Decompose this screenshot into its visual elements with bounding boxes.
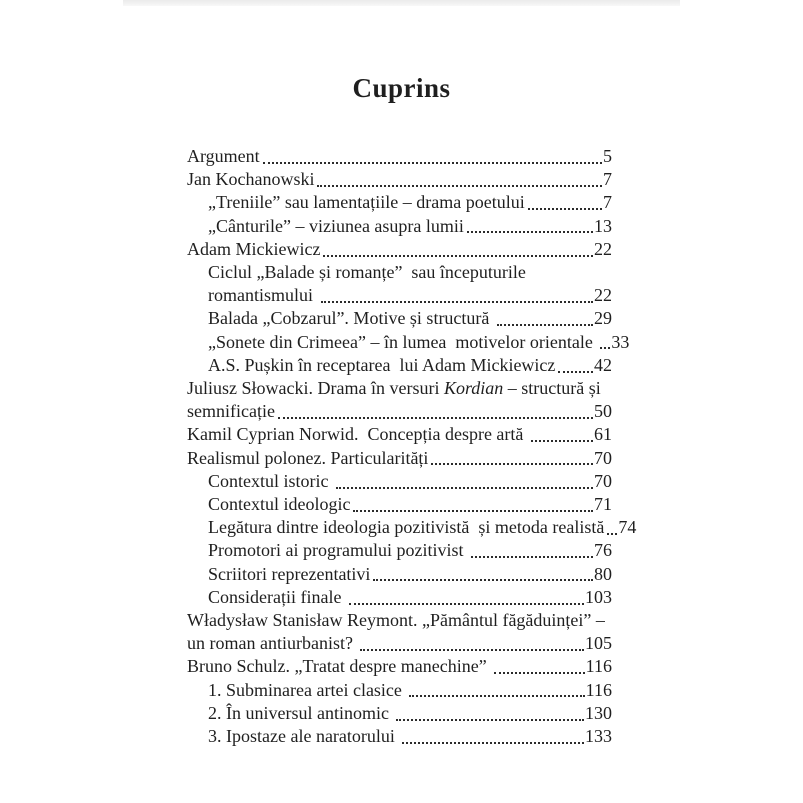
toc-dot-leader (531, 440, 593, 442)
toc-page-number: 133 (585, 726, 612, 747)
document-page (123, 6, 680, 803)
toc-entry-row (208, 493, 612, 516)
toc-dot-leader (607, 533, 617, 535)
toc-entry-row (187, 655, 612, 678)
toc-entry (187, 586, 612, 609)
toc-dot-leader (467, 231, 593, 233)
toc-entry (187, 470, 612, 493)
toc-dot-leader (373, 579, 593, 581)
toc-page-number: 29 (594, 308, 612, 329)
toc-dot-leader (321, 301, 594, 303)
toc-dot-leader (323, 255, 593, 257)
toc-entry (187, 191, 612, 214)
toc-entry-row (187, 238, 612, 261)
toc-page-number: 13 (594, 215, 612, 236)
toc-dot-leader (494, 672, 584, 674)
toc-entry-text: Argument (187, 146, 260, 166)
toc-entry (187, 563, 612, 586)
toc-dot-leader (349, 603, 584, 605)
toc-entry-text: Bruno Schulz. „Tratat despre manechine” (187, 656, 492, 677)
toc-dot-leader (600, 347, 610, 349)
toc-entry-text: „Treniile” sau lamentațiile – drama poetului (208, 192, 525, 213)
toc-entry-text: semnificație (187, 401, 275, 422)
toc-dot-leader (409, 695, 584, 697)
toc-entry-text: Considerații finale (208, 586, 346, 607)
toc-entry (187, 423, 612, 446)
toc-page-number: 116 (585, 679, 612, 700)
toc-entry (187, 215, 612, 238)
toc-entry (187, 331, 630, 354)
toc-entry-text: romantismului (208, 285, 318, 306)
toc-entry (187, 354, 612, 377)
toc-entry-row (208, 354, 612, 377)
toc-entry-row (187, 632, 612, 655)
toc-entry-text: Scriitori reprezentativi (208, 563, 371, 584)
toc-page-number: 116 (585, 656, 612, 677)
toc-page-number: 61 (594, 424, 612, 445)
toc-entry-text: A.S. Pușkin în receptarea lui Adam Mickiewicz (208, 354, 556, 375)
toc-entry (187, 145, 612, 168)
toc-dot-leader (278, 417, 593, 419)
toc-entry-row (208, 191, 612, 214)
toc-entry-text: Jan Kochanowski (187, 169, 315, 190)
toc-page-number: 5 (603, 146, 612, 166)
toc-entry (187, 238, 612, 261)
toc-page-number: 7 (603, 192, 612, 213)
toc-entry-row (208, 725, 612, 748)
toc-entry-text: Juliusz Słowacki. Drama în versuri Kordian – structură și (187, 378, 601, 399)
toc-dot-leader (360, 649, 584, 651)
toc-dot-leader (317, 185, 602, 187)
toc-page-number: 7 (603, 169, 612, 190)
toc-page-number: 71 (594, 494, 612, 515)
toc-entry-row (208, 215, 612, 238)
toc-entry (187, 516, 637, 539)
toc-entry-text: „Sonete din Crimeea” – în lumea motivelor orientale (208, 331, 598, 352)
toc-entry (187, 702, 612, 725)
toc-entry-text: Kamil Cyprian Norwid. Concepția despre artă (187, 424, 528, 445)
toc-entry-text: Adam Mickiewicz (187, 238, 321, 259)
toc-page-number: 70 (594, 470, 612, 491)
toc-entry-row (187, 145, 612, 168)
toc-page-number: 76 (594, 540, 612, 561)
toc-entry (187, 377, 612, 423)
toc-entry (187, 725, 612, 748)
toc-page-number: 80 (594, 563, 612, 584)
toc-dot-leader (528, 208, 602, 210)
toc-entry-text: Contextul istoric (208, 470, 333, 491)
toc-entry-row (208, 516, 637, 539)
toc-page-number: 105 (585, 633, 612, 654)
toc-dot-leader (263, 162, 602, 164)
toc-entry-row (208, 331, 630, 354)
toc-dot-leader (431, 463, 593, 465)
toc-entry-text: Ciclul „Balade și romanțe” sau începuturile (208, 262, 526, 283)
toc-page-number: 42 (594, 354, 612, 375)
toc-dot-leader (497, 324, 593, 326)
toc-entry-text: Władysław Stanisław Reymont. „Pământul făgăduinței” – (187, 610, 605, 631)
toc-page-number: 130 (585, 702, 612, 723)
toc-entry (187, 168, 612, 191)
toc-entry (187, 447, 612, 470)
toc-entry-row (208, 702, 612, 725)
toc-entry-text: un roman antiurbanist? (187, 633, 358, 654)
toc-page-number: 74 (618, 517, 637, 538)
toc-entry-text: 1. Subminarea artei clasice (208, 679, 407, 700)
toc-entry-text: Legătura dintre ideologia pozitivistă și metoda realistă (208, 517, 605, 538)
toc-entry-row (187, 400, 612, 423)
toc-entry (187, 679, 612, 702)
toc-entry-row (208, 307, 612, 330)
toc-dot-leader (471, 556, 593, 558)
toc-entry-text: „Cânturile” – viziunea asupra lumii (208, 215, 464, 236)
toc-entry-row (208, 470, 612, 493)
toc-entry-row (208, 539, 612, 562)
toc-page-number: 70 (594, 447, 612, 468)
toc-entry-row (208, 284, 612, 307)
toc-entry-row (208, 679, 612, 702)
toc-entry (187, 539, 612, 562)
toc-page-number: 22 (594, 238, 612, 259)
toc-entry (187, 655, 612, 678)
toc-page-number: 103 (585, 586, 612, 607)
toc-entry-row (187, 423, 612, 446)
toc-page-number: 22 (594, 285, 612, 306)
toc-dot-leader (558, 371, 593, 373)
toc-entry-row (187, 168, 612, 191)
toc-page-number: 50 (594, 401, 612, 422)
toc-entry-text: 3. Ipostaze ale naratorului (208, 726, 400, 747)
toc-entry-text: 2. În universul antinomic (208, 702, 394, 723)
toc-entry (187, 493, 612, 516)
toc-entry-text: Balada „Cobzarul”. Motive și structură (208, 308, 494, 329)
toc-entry-text: Promotori ai programului pozitivist (208, 540, 468, 561)
toc-entry-text: Contextul ideologic (208, 494, 351, 515)
toc-entry (187, 307, 612, 330)
toc-entry-row (208, 586, 612, 609)
toc-entry-row (187, 447, 612, 470)
page-title: Cuprins (352, 73, 451, 103)
toc-dot-leader (336, 487, 593, 489)
toc-entry-text: Realismul polonez. Particularități (187, 447, 429, 468)
table-of-contents (123, 145, 680, 748)
toc-entry-row (208, 563, 612, 586)
toc-dot-leader (396, 719, 584, 721)
toc-dot-leader (402, 742, 584, 744)
toc-page-number: 33 (611, 331, 630, 352)
toc-entry (187, 261, 612, 307)
toc-entry (187, 609, 612, 655)
toc-dot-leader (353, 510, 593, 512)
